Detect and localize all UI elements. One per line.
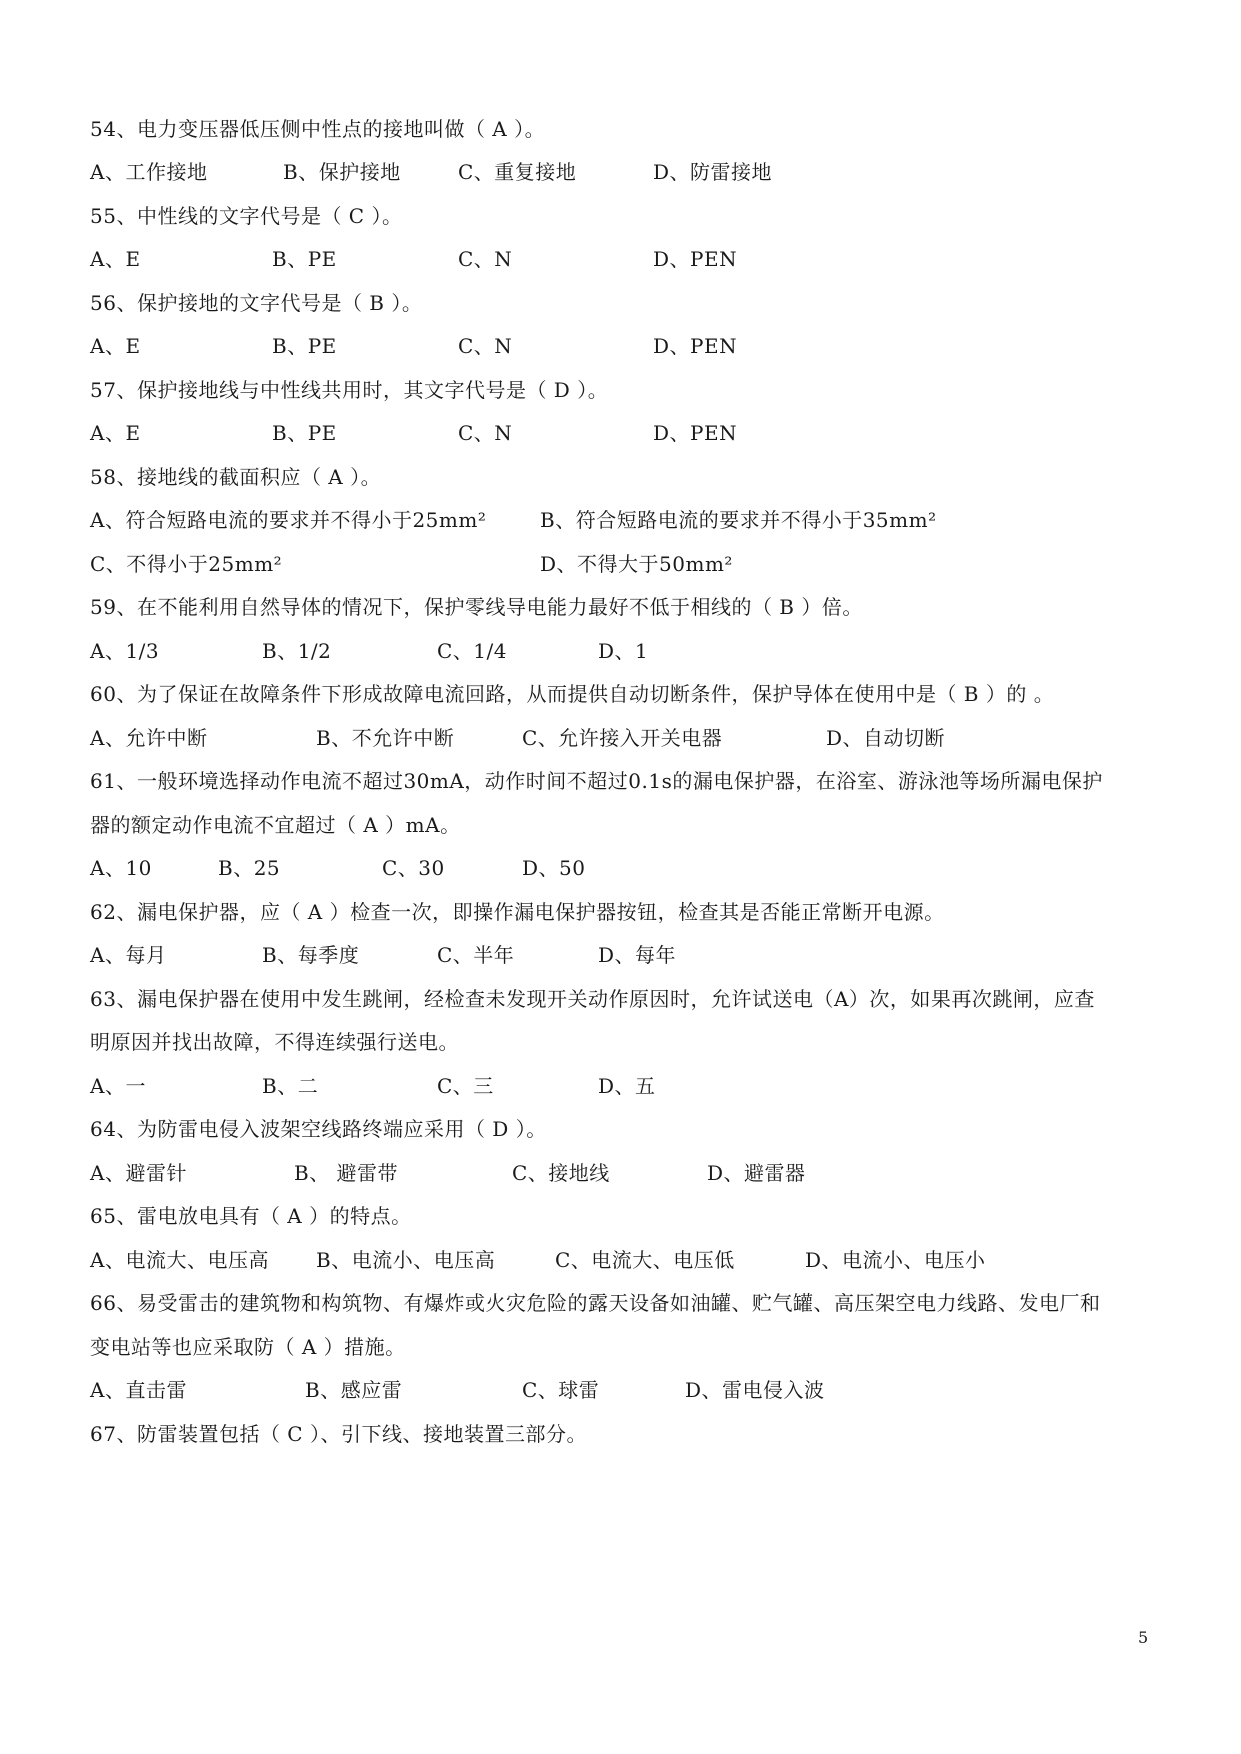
option-62-d: D、每年 <box>598 943 677 967</box>
option-66-b: B、感应雷 <box>305 1378 403 1402</box>
question-63-line-2: 明原因并找出故障，不得连续强行送电。 <box>90 1030 459 1054</box>
option-64-d: D、避雷器 <box>707 1161 806 1185</box>
option-55-a: A、E <box>90 247 141 271</box>
question-60: 60、为了保证在故障条件下形成故障电流回路，从而提供自动切断条件，保护导体在使用中是（ B ）的 。 <box>90 682 1055 706</box>
question-62: 62、漏电保护器，应（ A ）检查一次，即操作漏电保护器按钮，检查其是否能正常断开电源。 <box>90 900 945 924</box>
option-64-c: C、接地线 <box>512 1161 610 1185</box>
option-63-a: A、一 <box>90 1074 146 1098</box>
question-65: 65、雷电放电具有（ A ）的特点。 <box>90 1204 412 1228</box>
option-61-d: D、50 <box>522 856 586 880</box>
option-59-b: B、1/2 <box>262 639 332 663</box>
option-60-b: B、不允许中断 <box>316 726 455 750</box>
option-63-d: D、五 <box>598 1074 656 1098</box>
option-60-d: D、自动切断 <box>826 726 946 750</box>
option-63-b: B、二 <box>262 1074 319 1098</box>
option-59-c: C、1/4 <box>437 639 507 663</box>
option-61-a: A、10 <box>90 856 152 880</box>
option-57-d: D、PEN <box>653 421 738 445</box>
option-65-d: D、电流小、电压小 <box>805 1248 986 1272</box>
question-58: 58、接地线的截面积应（ A ）。 <box>90 465 382 489</box>
page-number: 5 <box>1138 1628 1149 1647</box>
option-58-d: D、不得大于50mm² <box>540 552 733 576</box>
option-56-d: D、PEN <box>653 334 738 358</box>
option-64-a: A、避雷针 <box>90 1161 187 1185</box>
question-64: 64、为防雷电侵入波架空线路终端应采用（ D ）。 <box>90 1117 547 1141</box>
question-66-line-1: 66、易受雷击的建筑物和构筑物、有爆炸或火灾危险的露天设备如油罐、贮气罐、高压架空电力线路、发电厂和 <box>90 1291 1101 1315</box>
option-54-d: D、防雷接地 <box>653 160 773 184</box>
option-58-b: B、符合短路电流的要求并不得小于35mm² <box>540 508 937 532</box>
question-63-line-1: 63、漏电保护器在使用中发生跳闸，经检查未发现开关动作原因时，允许试送电（A）次，如果再次跳闸，应查 <box>90 987 1095 1011</box>
option-56-a: A、E <box>90 334 141 358</box>
option-55-c: C、N <box>458 247 513 271</box>
option-58-a: A、符合短路电流的要求并不得小于25mm² <box>90 508 487 532</box>
option-62-a: A、每月 <box>90 943 167 967</box>
option-66-c: C、球雷 <box>522 1378 600 1402</box>
option-58-c: C、不得小于25mm² <box>90 552 283 576</box>
option-61-b: B、25 <box>218 856 281 880</box>
option-63-c: C、三 <box>437 1074 494 1098</box>
option-66-a: A、直击雷 <box>90 1378 187 1402</box>
question-57: 57、保护接地线与中性线共用时，其文字代号是（ D ）。 <box>90 378 609 402</box>
option-59-d: D、1 <box>598 639 649 663</box>
option-60-a: A、允许中断 <box>90 726 208 750</box>
option-64-b: B、 避雷带 <box>294 1161 399 1185</box>
question-67: 67、防雷装置包括（ C ）、引下线、接地装置三部分。 <box>90 1422 587 1446</box>
option-54-a: A、工作接地 <box>90 160 208 184</box>
question-66-line-2: 变电站等也应采取防（ A ）措施。 <box>90 1335 406 1359</box>
option-55-d: D、PEN <box>653 247 738 271</box>
question-54: 54、电力变压器低压侧中性点的接地叫做（ A ）。 <box>90 117 546 141</box>
option-62-c: C、半年 <box>437 943 515 967</box>
option-61-c: C、30 <box>382 856 445 880</box>
option-57-a: A、E <box>90 421 141 445</box>
option-54-c: C、重复接地 <box>458 160 577 184</box>
option-65-b: B、电流小、电压高 <box>316 1248 496 1272</box>
question-61-line-1: 61、一般环境选择动作电流不超过30mA，动作时间不超过0.1s的漏电保护器，在浴室、游泳池等场所漏电保护 <box>90 769 1103 793</box>
option-65-a: A、电流大、电压高 <box>90 1248 269 1272</box>
option-59-a: A、1/3 <box>90 639 160 663</box>
question-61-line-2: 器的额定动作电流不宜超过（ A ）mA。 <box>90 813 461 837</box>
option-57-b: B、PE <box>272 421 337 445</box>
option-62-b: B、每季度 <box>262 943 360 967</box>
question-55: 55、中性线的文字代号是（ C ）。 <box>90 204 403 228</box>
option-55-b: B、PE <box>272 247 337 271</box>
option-57-c: C、N <box>458 421 513 445</box>
option-65-c: C、电流大、电压低 <box>555 1248 735 1272</box>
option-56-c: C、N <box>458 334 513 358</box>
question-56: 56、保护接地的文字代号是（ B ）。 <box>90 291 423 315</box>
option-66-d: D、雷电侵入波 <box>685 1378 825 1402</box>
question-59: 59、在不能利用自然导体的情况下，保护零线导电能力最好不低于相线的（ B ）倍。 <box>90 595 863 619</box>
option-54-b: B、保护接地 <box>283 160 401 184</box>
option-56-b: B、PE <box>272 334 337 358</box>
option-60-c: C、允许接入开关电器 <box>522 726 723 750</box>
